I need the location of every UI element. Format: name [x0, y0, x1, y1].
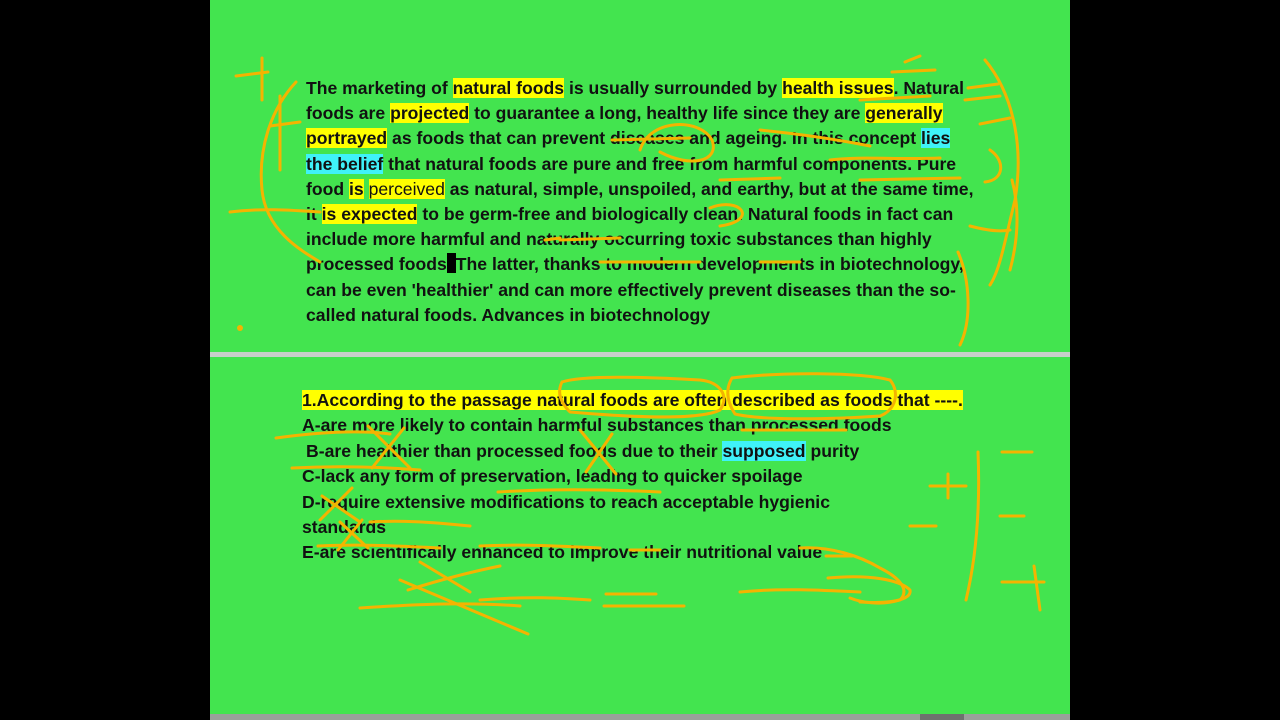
question-stem-often-described: often described — [684, 390, 816, 410]
question-block — [302, 388, 982, 566]
question-stem-text: are — [648, 390, 685, 410]
text-cursor — [447, 253, 456, 273]
option-a[interactable]: A-are more likely to contain harmful substances than processed foods — [302, 415, 892, 436]
question-stem — [302, 390, 963, 410]
highlight-supposed: supposed — [722, 440, 806, 461]
slide-canvas — [210, 0, 1070, 720]
passage-text: as natural, simple, unspoiled, and earthy, but at the same time, it — [306, 178, 974, 225]
option-e[interactable]: E-are scientifically enhanced to improve their nutritional value — [302, 542, 823, 563]
highlight-lies-the-belief: lies the belief — [306, 128, 951, 174]
highlight-projected: projected — [390, 103, 470, 124]
highlight-is-expected: is expected — [321, 204, 418, 225]
reading-passage — [306, 76, 978, 328]
option-c[interactable]: C-lack any form of preservation, leading to quicker spoilage — [302, 466, 803, 487]
highlight-health-issues: health issues — [782, 78, 894, 98]
section-divider — [210, 352, 1070, 357]
passage-text: as foods that can prevent diseases and ageing. In this concept — [387, 128, 921, 149]
option-b-text: purity — [805, 440, 860, 461]
passage-text: to guarantee a long, healthy life since they are — [469, 103, 866, 124]
highlight-is: is — [349, 178, 364, 199]
passage-paragraph — [306, 76, 978, 328]
passage-text: that natural foods are pure and free from harmful components. Pure food — [306, 153, 957, 199]
scrollbar-thumb[interactable] — [920, 714, 964, 720]
passage-text: to be germ-free and biologically clean. Natural foods in fact can include more harmful and naturally occurring toxic substances than highly processed foods — [306, 204, 954, 275]
passage-text: The marketing of — [306, 78, 453, 98]
question-stem-text: as foods that ----. — [815, 390, 963, 410]
passage-text: The latter, thanks to modern developments in biotechnology, can be even 'healthier' and can more effectively prevent diseases than the so-called natural foods. Advances in biotechnology — [306, 254, 964, 325]
option-d[interactable]: D-require extensive modifications to reach acceptable hygienic standards — [302, 491, 830, 538]
option-b[interactable] — [302, 439, 982, 464]
passage-text: . Natural foods are — [306, 78, 964, 124]
question-stem-text: 1.According to the passage — [302, 390, 537, 410]
highlight-generally-portrayed: generally portrayed — [306, 103, 943, 149]
highlight-natural-foods: natural foods — [452, 78, 565, 98]
question-stem-natural-foods: natural foods — [536, 390, 649, 410]
option-b-text: B-are healthier than processed foods due to their — [306, 440, 723, 461]
passage-text: is usually surrounded by — [564, 78, 783, 98]
highlight-perceived: perceived — [368, 178, 445, 199]
passage-text — [364, 179, 369, 199]
